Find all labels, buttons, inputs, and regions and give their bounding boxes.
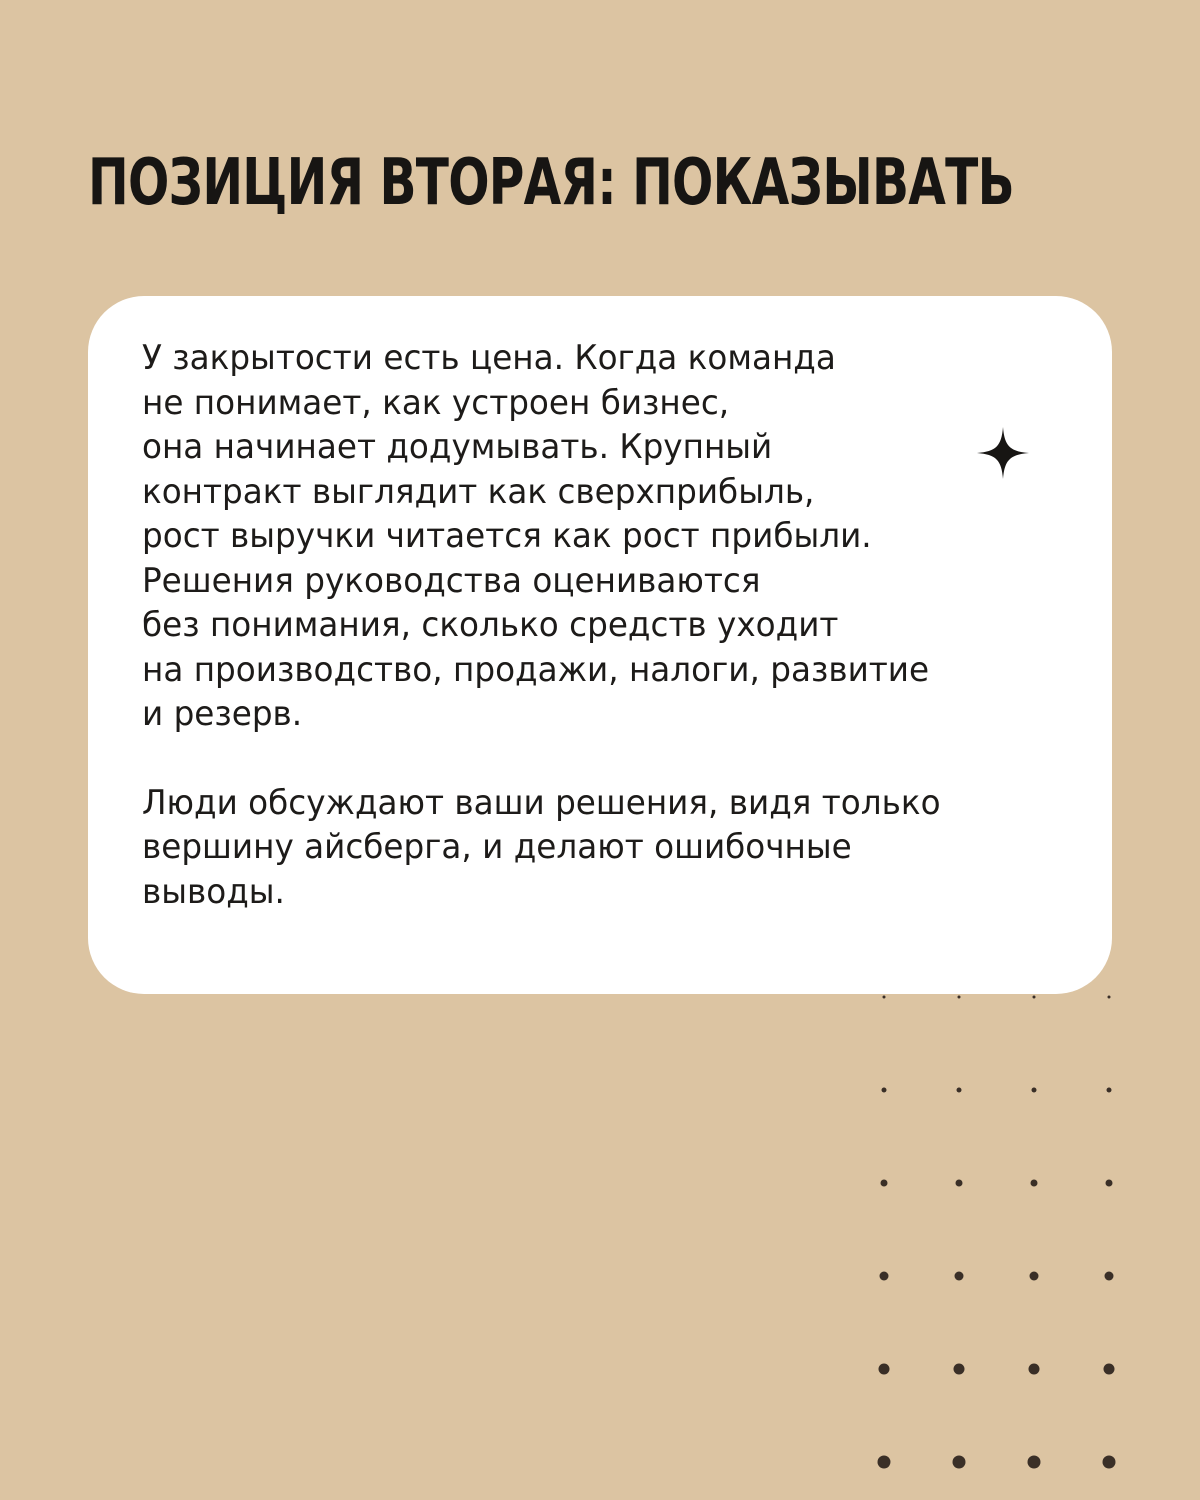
dot [1105,1272,1114,1281]
text-line: Решения руководства оцениваются [142,560,761,601]
paragraph-1 [142,336,1073,737]
sparkle-icon [975,425,1031,481]
dot [957,1088,962,1093]
text-line: и резерв. [142,694,303,734]
dot [1031,1180,1038,1187]
page-title: ПОЗИЦИЯ ВТОРАЯ: ПОКАЗЫВАТЬ [88,146,1014,220]
text-line: не понимает, как устроен бизнес, [142,382,730,423]
dot [956,1180,963,1187]
dot [958,996,961,999]
text-line: У закрытости есть цена. Когда команда [142,338,836,378]
dot [882,1088,887,1093]
text-line: вершину айсберга, и делают ошибочные [142,827,852,867]
dot [1104,1364,1115,1375]
text-line: Люди обсуждают ваши решения, видя только [142,782,941,823]
dot [1030,1272,1039,1281]
dot [1107,1088,1112,1093]
text-line: она начинает додумывать. Крупный [142,427,773,467]
dot [954,1364,965,1375]
text-card [88,296,1112,994]
text-line: на производство, продажи, налоги, развитие [142,649,930,690]
dot [883,996,886,999]
dot [881,1180,888,1187]
dot [878,1456,891,1469]
paragraph-2 [142,781,1073,915]
text-line: выводы. [142,871,285,912]
dot [1103,1456,1116,1469]
dot [1028,1456,1041,1469]
dot [953,1456,966,1469]
text-line: без понимания, сколько средств уходит [142,605,839,645]
dot [1108,996,1111,999]
dot [879,1364,890,1375]
dot [880,1272,889,1281]
dot [1033,996,1036,999]
dot [1032,1088,1037,1093]
text-line: рост выручки читается как рост прибыли. [142,516,872,556]
dot [1106,1180,1113,1187]
dot [955,1272,964,1281]
text-line: контракт выглядит как сверхприбыль, [142,471,815,512]
dot [1029,1364,1040,1375]
